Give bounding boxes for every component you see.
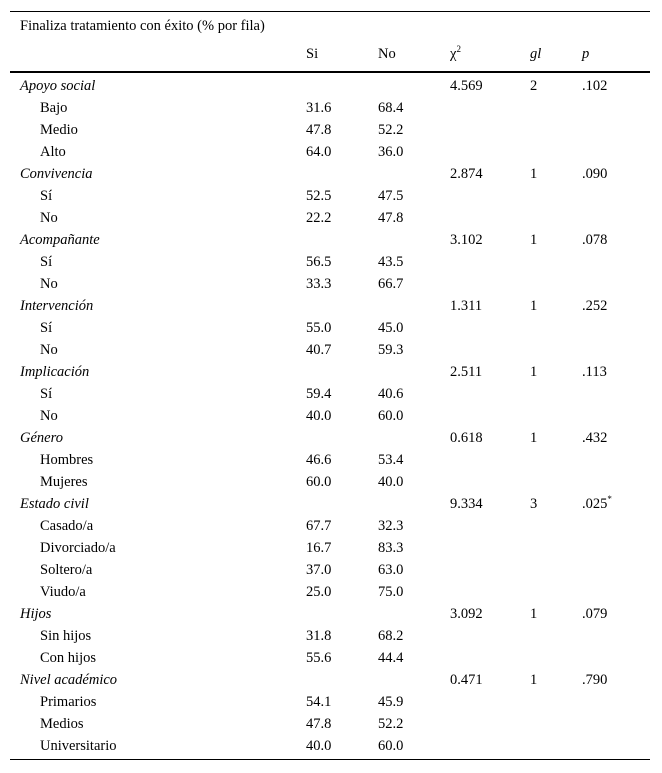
si-value: 59.4 <box>306 386 332 402</box>
gl-value: 1 <box>530 298 538 314</box>
chi-square-value: 0.618 <box>450 430 483 446</box>
group-row <box>10 669 650 691</box>
table-row <box>10 559 650 581</box>
table-row <box>10 735 650 757</box>
p-value-cell <box>582 493 612 515</box>
no-value: 60.0 <box>378 738 404 754</box>
p-value-cell <box>582 229 607 251</box>
chi-square-value: 3.102 <box>450 232 483 248</box>
si-value: 37.0 <box>306 562 332 578</box>
group-row <box>10 295 650 317</box>
si-value: 47.8 <box>306 716 332 732</box>
table-row <box>10 207 650 229</box>
p-value-cell <box>582 75 607 97</box>
gl-value: 1 <box>530 672 538 688</box>
gl-value: 2 <box>530 78 538 94</box>
table-row <box>10 581 650 603</box>
no-value: 68.4 <box>378 100 404 116</box>
si-value: 22.2 <box>306 210 332 226</box>
no-value: 47.8 <box>378 210 404 226</box>
no-value: 47.5 <box>378 188 404 204</box>
group-row <box>10 163 650 185</box>
si-value: 55.0 <box>306 320 332 336</box>
row-label: Viudo/a <box>40 584 86 600</box>
table-caption: Finaliza tratamiento con éxito (% por fila) <box>20 18 265 34</box>
no-value: 68.2 <box>378 628 404 644</box>
group-label: Apoyo social <box>20 78 96 94</box>
p-value-cell <box>582 603 607 625</box>
row-label: Sin hijos <box>40 628 92 644</box>
row-label: No <box>40 408 58 424</box>
row-label: Sí <box>40 320 53 336</box>
group-row <box>10 427 650 449</box>
gl-value: 1 <box>530 166 538 182</box>
no-value: 53.4 <box>378 452 404 468</box>
gl-value: 1 <box>530 364 538 380</box>
p-value: .252 <box>582 298 608 314</box>
group-row <box>10 493 650 515</box>
row-label: No <box>40 276 58 292</box>
gl-value: 3 <box>530 496 538 512</box>
table-row <box>10 449 650 471</box>
p-value-cell <box>582 361 607 383</box>
no-value: 52.2 <box>378 716 404 732</box>
chi-square-value: 2.874 <box>450 166 483 182</box>
no-value: 44.4 <box>378 650 404 666</box>
si-value: 25.0 <box>306 584 332 600</box>
table-row <box>10 339 650 361</box>
si-value: 16.7 <box>306 540 332 556</box>
group-label: Género <box>20 430 63 446</box>
p-value: .078 <box>582 232 608 248</box>
p-value: .079 <box>582 606 608 622</box>
row-label: Mujeres <box>40 474 88 490</box>
no-value: 63.0 <box>378 562 404 578</box>
table-row <box>10 317 650 339</box>
header-chi-symbol: χ <box>450 46 457 62</box>
gl-value: 1 <box>530 232 538 248</box>
si-value: 40.7 <box>306 342 332 358</box>
row-label: Casado/a <box>40 518 94 534</box>
group-row <box>10 603 650 625</box>
no-value: 32.3 <box>378 518 404 534</box>
table-row <box>10 625 650 647</box>
row-label: No <box>40 210 58 226</box>
si-value: 54.1 <box>306 694 332 710</box>
header-chi-exponent: 2 <box>456 44 461 55</box>
table-row <box>10 97 650 119</box>
table-row <box>10 185 650 207</box>
results-table <box>10 11 650 760</box>
chi-square-value: 0.471 <box>450 672 483 688</box>
no-value: 60.0 <box>378 408 404 424</box>
table-row <box>10 647 650 669</box>
group-row <box>10 229 650 251</box>
p-value-cell <box>582 295 607 317</box>
p-value: .790 <box>582 672 608 688</box>
p-value: .102 <box>582 78 608 94</box>
p-value-cell <box>582 427 607 449</box>
no-value: 66.7 <box>378 276 404 292</box>
table-row <box>10 383 650 405</box>
table-row <box>10 251 650 273</box>
table-row <box>10 405 650 427</box>
header-p: p <box>582 46 590 62</box>
header-gl: gl <box>530 46 542 62</box>
si-value: 55.6 <box>306 650 332 666</box>
table-header <box>10 46 650 72</box>
gl-value: 1 <box>530 606 538 622</box>
table-row <box>10 515 650 537</box>
no-value: 43.5 <box>378 254 404 270</box>
row-label: Universitario <box>40 738 117 754</box>
chi-square-value: 4.569 <box>450 78 483 94</box>
group-row <box>10 361 650 383</box>
gl-value: 1 <box>530 430 538 446</box>
si-value: 60.0 <box>306 474 332 490</box>
si-value: 33.3 <box>306 276 332 292</box>
row-label: Alto <box>40 144 66 160</box>
p-value-cell <box>582 669 607 691</box>
group-label: Convivencia <box>20 166 93 182</box>
row-label: Bajo <box>40 100 68 116</box>
table-row <box>10 537 650 559</box>
group-label: Implicación <box>20 364 90 380</box>
group-row <box>10 75 650 97</box>
no-value: 40.6 <box>378 386 404 402</box>
header-no: No <box>378 46 396 62</box>
si-value: 31.8 <box>306 628 332 644</box>
group-label: Estado civil <box>20 496 89 512</box>
no-value: 40.0 <box>378 474 404 490</box>
p-value-cell <box>582 163 607 185</box>
no-value: 75.0 <box>378 584 404 600</box>
p-value: .025 <box>582 496 608 512</box>
si-value: 52.5 <box>306 188 332 204</box>
table-row <box>10 119 650 141</box>
table-row <box>10 273 650 295</box>
group-label: Intervención <box>20 298 94 314</box>
table-row <box>10 471 650 493</box>
si-value: 47.8 <box>306 122 332 138</box>
group-label: Hijos <box>20 606 52 622</box>
p-value: .113 <box>582 364 607 380</box>
no-value: 59.3 <box>378 342 404 358</box>
row-label: Medios <box>40 716 84 732</box>
table-row <box>10 141 650 163</box>
no-value: 52.2 <box>378 122 404 138</box>
significance-marker: * <box>607 494 612 505</box>
chi-square-value: 9.334 <box>450 496 483 512</box>
si-value: 64.0 <box>306 144 332 160</box>
si-value: 67.7 <box>306 518 332 534</box>
row-label: Sí <box>40 386 53 402</box>
row-label: Sí <box>40 254 53 270</box>
no-value: 36.0 <box>378 144 404 160</box>
no-value: 45.9 <box>378 694 404 710</box>
header-divider <box>10 71 650 73</box>
p-value: .432 <box>582 430 608 446</box>
si-value: 40.0 <box>306 738 332 754</box>
header-si: Si <box>306 46 319 62</box>
si-value: 46.6 <box>306 452 332 468</box>
group-label: Nivel académico <box>20 672 118 688</box>
no-value: 83.3 <box>378 540 404 556</box>
si-value: 31.6 <box>306 100 332 116</box>
row-label: Sí <box>40 188 53 204</box>
row-label: Divorciado/a <box>40 540 116 556</box>
si-value: 56.5 <box>306 254 332 270</box>
row-label: Soltero/a <box>40 562 93 578</box>
row-label: Con hijos <box>40 650 96 666</box>
no-value: 45.0 <box>378 320 404 336</box>
group-label: Acompañante <box>20 232 100 248</box>
table-body <box>10 75 650 757</box>
chi-square-value: 2.511 <box>450 364 483 380</box>
row-label: Medio <box>40 122 78 138</box>
chi-square-value: 3.092 <box>450 606 483 622</box>
header-chi-square <box>450 46 461 63</box>
table-row <box>10 691 650 713</box>
chi-square-value: 1.311 <box>450 298 483 314</box>
row-label: Primarios <box>40 694 97 710</box>
table-row <box>10 713 650 735</box>
si-value: 40.0 <box>306 408 332 424</box>
row-label: No <box>40 342 58 358</box>
p-value: .090 <box>582 166 608 182</box>
row-label: Hombres <box>40 452 94 468</box>
